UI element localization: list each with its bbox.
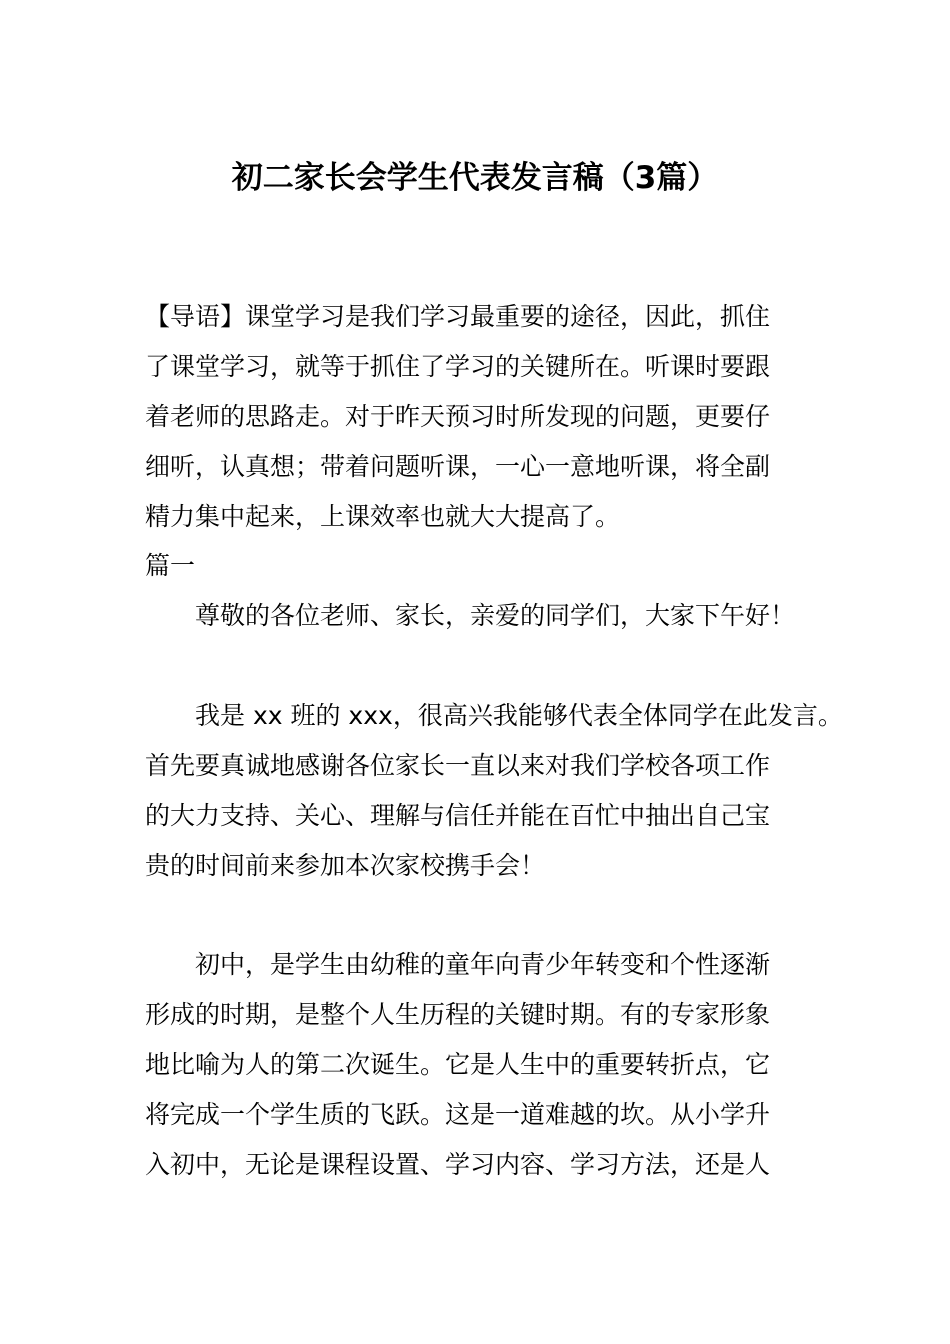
intro-line-5: 精力集中起来，上课效率也就大大提高了。 xyxy=(145,502,621,531)
paragraph-2-line-4: 将完成一个学生质的飞跃。这是一道难越的坎。从小学升 xyxy=(145,1100,771,1129)
intro-line-1: 【导语】课堂学习是我们学习最重要的途径，因此，抓住 xyxy=(145,302,771,331)
paragraph-1-line-1: 我是 xx 班的 xxx，很高兴我能够代表全体同学在此发言。 xyxy=(195,701,843,730)
intro-line-3: 着老师的思路走。对于昨天预习时所发现的问题，更要仔 xyxy=(145,402,771,431)
intro-line-4: 细听，认真想；带着问题听课，一心一意地听课，将全副 xyxy=(145,452,771,481)
greeting-line: 尊敬的各位老师、家长，亲爱的同学们，大家下午好！ xyxy=(195,601,796,630)
intro-line-2: 了课堂学习，就等于抓住了学习的关键所在。听课时要跟 xyxy=(145,352,771,381)
document-title: 初二家长会学生代表发言稿（3篇） xyxy=(231,160,719,196)
paragraph-1-line-3: 的大力支持、关心、理解与信任并能在百忙中抽出自己宝 xyxy=(145,801,771,830)
paragraph-2-line-2: 形成的时期，是整个人生历程的关键时期。有的专家形象 xyxy=(145,1000,771,1029)
paragraph-1-line-4: 贵的时间前来参加本次家校携手会！ xyxy=(145,851,546,880)
section-heading: 篇一 xyxy=(145,551,196,580)
paragraph-2-line-3: 地比喻为人的第二次诞生。它是人生中的重要转折点，它 xyxy=(145,1050,771,1079)
paragraph-2-line-1: 初中，是学生由幼稚的童年向青少年转变和个性逐渐 xyxy=(195,950,771,979)
paragraph-1-line-2: 首先要真诚地感谢各位家长一直以来对我们学校各项工作 xyxy=(145,751,771,780)
paragraph-2-line-5: 入初中，无论是课程设置、学习内容、学习方法，还是人 xyxy=(145,1150,771,1179)
